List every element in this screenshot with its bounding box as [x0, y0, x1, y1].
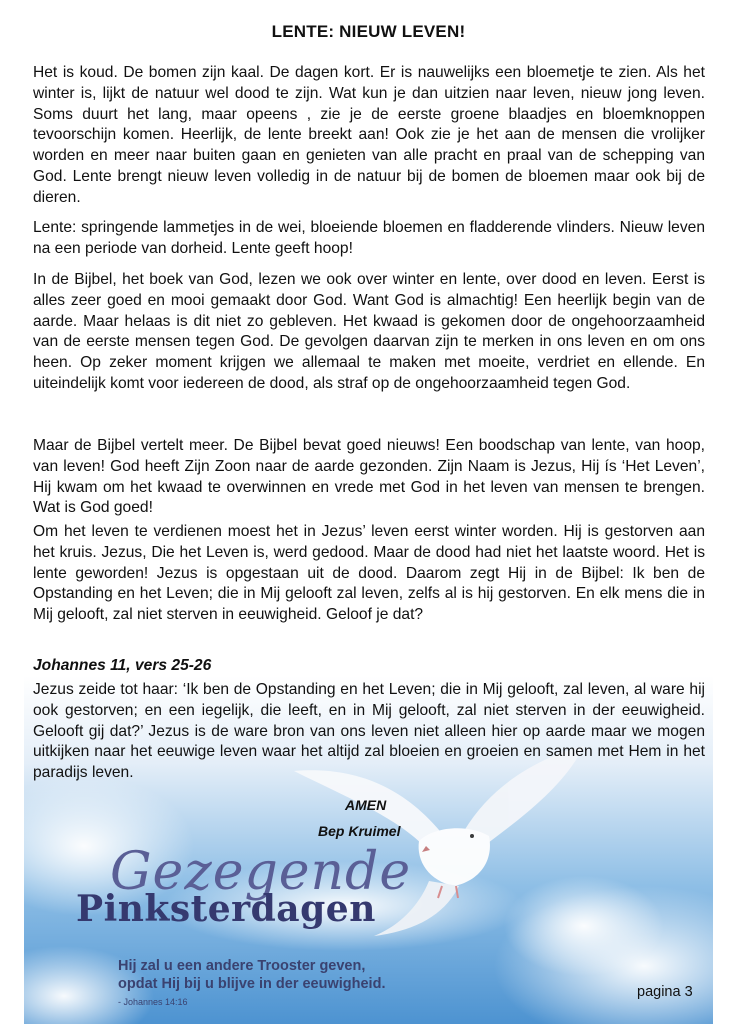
amen-text: AMEN: [345, 797, 387, 813]
author-name: Bep Kruimel: [318, 823, 401, 839]
banner-title-line-1: Gezegende: [110, 842, 412, 902]
banner-verse-line-1: Hij zal u een andere Trooster geven,: [118, 958, 366, 974]
paragraph-1: Het is koud. De bomen zijn kaal. De dagen kort. Er is nauwelijks een bloemetje te zien. Als het winter is, lijkt de natuur wel dood te zijn. Wat kun je dan uitzien naar leven, nieuw jong leven. Soms duurt het lang, maar opeens , zie je de eerste groene blaadjes en bloemknoppen tevoorschijn komen. Heerlijk, de lente breekt aan! Ook zie je het aan de mensen die vrolijker worden en meer naar buiten gaan en genieten van alle pracht en praal van de schepping van God. Lente brengt nieuw leven volledig in de natuur bij de bomen de bloemen maar ook bij de dieren.: [33, 64, 705, 206]
banner-verse-reference: - Johannes 14:16: [118, 997, 188, 1007]
scripture-quote: Jezus zeide tot haar: ‘Ik ben de Opstanding en het Leven; die in Mij gelooft, zal leven, al ware hij ook gestorven; en een iegelijk, die leeft, en in Mij gelooft, zal niet sterven in der eeuwigheid. Gelooft gij dat?’ Jezus is de ware bron van ons leven niet alleen hier op aarde maar we mogen uitkijken naar het eeuwige leven waar het altijd zal bloeien en groeien en samen met Hem in het paradijs leven.: [33, 681, 705, 782]
paragraph-2: Lente: springende lammetjes in de wei, bloeiende bloemen en fladderende vlinders. Nieuw leven na een periode van dorheid. Lente geeft hoop!: [33, 219, 705, 257]
banner-verse-line-2: opdat Hij bij u blijve in der eeuwigheid.: [118, 976, 386, 992]
banner-title-line-2: Pinksterdagen: [76, 888, 376, 930]
page-title: LENTE: NIEUW LEVEN!: [271, 22, 466, 41]
paragraph-5: Om het leven te verdienen moest het in Jezus’ leven eerst winter worden. Hij is gestorven aan het kruis. Jezus, Die het Leven is, werd gedood. Maar de dood had niet het laatste woord. Het is lente geworden! Jezus is opgestaan uit de dood. Daarom zegt Hij in de Bijbel: Ik ben de Opstanding en het Leven; die in Mij gelooft zal leven, zelfs al is hij gestorven. En elk mens die in Mij gelooft, zal niet sterven in eeuwigheid. Geloof je dat?: [33, 523, 705, 624]
scripture-reference: Johannes 11, vers 25-26: [33, 657, 212, 674]
page-number: pagina 3: [637, 984, 693, 1000]
paragraph-3: In de Bijbel, het boek van God, lezen we ook over winter en lente, over dood en leven. Eerst is alles zeer goed en mooi gemaakt door God. Want God is almachtig! Een heerlijk begin van de aarde. Maar helaas is dit niet zo gebleven. Het kwaad is gekomen door de ongehoorzaamheid van de eerste mensen tegen God. De gevolgen daarvan zijn te merken in ons leven en om ons heen. Op zeker moment krijgen we allemaal te maken met moeite, verdriet en ellende. En uiteindelijk komt voor iedereen de dood, als straf op de ongehoorzaamheid tegen God.: [33, 271, 705, 392]
paragraph-4: Maar de Bijbel vertelt meer. De Bijbel bevat goed nieuws! Een boodschap van lente, van hoop, van leven! God heeft Zijn Zoon naar de aarde gezonden. Zijn Naam is Jezus, Hij ís ‘Het Leven’, Hij kwam om het kwaad te overwinnen en vrede met God in het leven van mensen te brengen. Wat is God goed!: [33, 437, 705, 517]
